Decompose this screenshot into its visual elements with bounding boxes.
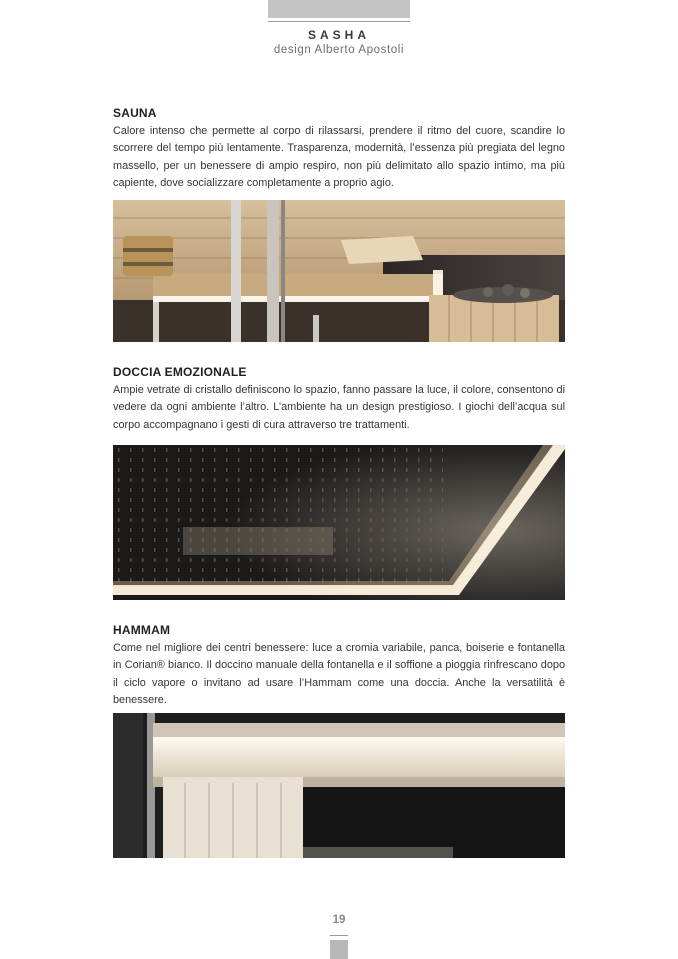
page-number: 19 xyxy=(332,914,346,926)
header-rule xyxy=(268,21,410,22)
section-hammam xyxy=(113,623,565,709)
section-title: SAUNA xyxy=(113,106,157,120)
footer-rule xyxy=(330,935,348,936)
section-text: Calore intenso che permette al corpo di rilassarsi, prendere il ritmo del cuore, scandire lo scorrere del tempo più lentamente. Trasparenza, modernità, l’essenza più pregiata del legno massello, per un benessere di ampio respiro, non più delimitato allo spazio intimo, ma più capiente, dove socializzare completamente a proprio agio. xyxy=(113,125,565,189)
doccia-photo xyxy=(113,445,565,600)
designer-credit: design Alberto Apostoli xyxy=(273,44,405,56)
section-text: Ampie vetrate di cristallo definiscono lo spazio, fanno passare la luce, il colore, consentono di vedere da ogni ambiente l’altro. L’ambiente ha un design prestigioso. I giochi dell’acqua sul corpo accompagnano i gesti di cura attraverso tre trattamenti. xyxy=(113,384,565,431)
sauna-photo xyxy=(113,200,565,342)
section-doccia xyxy=(113,365,565,434)
section-title: DOCCIA EMOZIONALE xyxy=(113,365,247,379)
brand-name: SASHA xyxy=(307,28,370,42)
section-title: HAMMAM xyxy=(113,623,171,637)
header-tab-decoration xyxy=(268,0,410,18)
section-text: Come nel migliore dei centri benessere: luce a cromia variabile, panca, boiserie e fontanella in Corian® bianco. Il doccino manuale della fontanella e il soffione a pioggia rinfrescano dopo il ciclo vapore o invitano ad usare l’Hammam come una doccia. Anche la versatilità è benessere. xyxy=(113,642,565,706)
hammam-photo xyxy=(113,713,565,858)
section-sauna xyxy=(113,106,565,192)
footer-tab-decoration xyxy=(330,940,348,959)
